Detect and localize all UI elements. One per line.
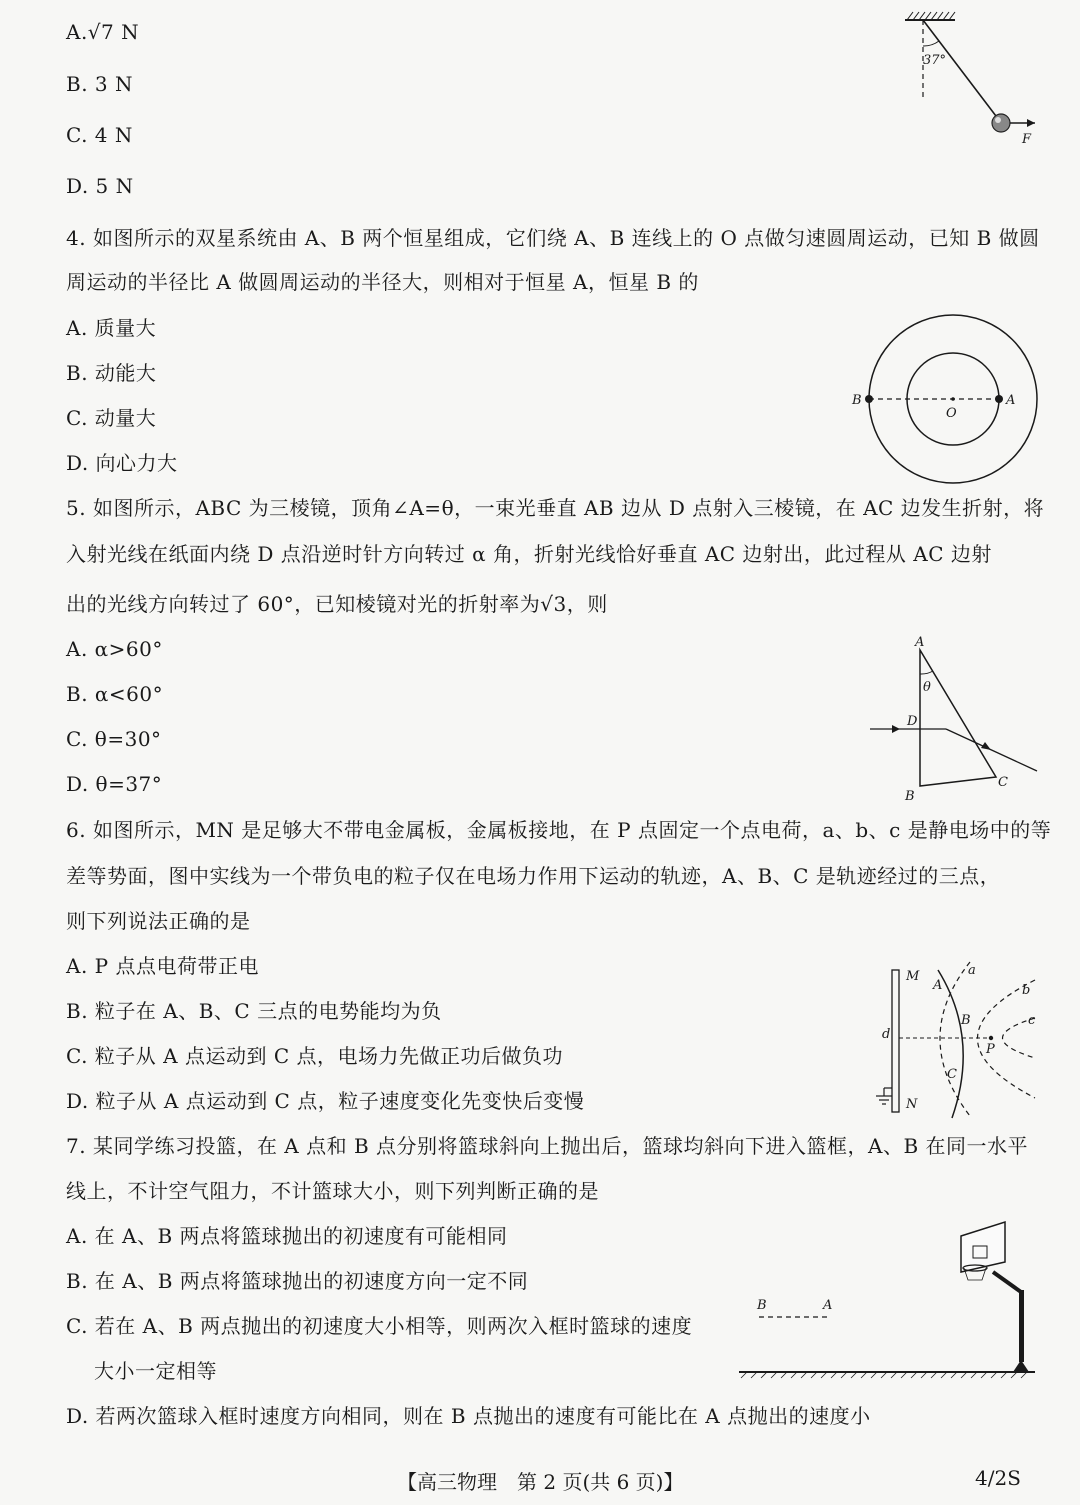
field-point-b-label: B	[961, 1013, 971, 1028]
q3-option-d: D. 5 N	[66, 174, 134, 198]
basketball-figure	[735, 1218, 1045, 1383]
q5-stem-line-3: 出的光线方向转过了 60°，已知棱镜对光的折射率为√3，则	[66, 592, 608, 616]
q3-option-b: B. 3 N	[66, 72, 133, 96]
q4-stem-line-1: 4. 如图所示的双星系统由 A、B 两个恒星组成，它们绕 A、B 连线上的 O 点做匀速圆周运动，已知 B 做圆	[66, 226, 1040, 250]
q6-option-c: C. 粒子从 A 点运动到 C 点，电场力先做正功后做负功	[66, 1044, 563, 1068]
q5-stem-line-1: 5. 如图所示，ABC 为三棱镜，顶角∠A=θ，一束光垂直 AB 边从 D 点射入三棱镜，在 AC 边发生折射，将	[66, 496, 1045, 520]
field-a-lower-label: a	[968, 963, 976, 978]
q7-option-a: A. 在 A、B 两点将篮球抛出的初速度有可能相同	[66, 1224, 508, 1248]
q6-option-b: B. 粒子在 A、B、C 三点的电势能均为负	[66, 999, 442, 1023]
field-figure	[870, 958, 1045, 1123]
q6-option-a: A. P 点点电荷带正电	[66, 954, 259, 978]
q4-stem-line-2: 周运动的半径比 A 做圆周运动的半径大，则相对于恒星 A，恒星 B 的	[66, 270, 699, 294]
q3-option-c: C. 4 N	[66, 123, 133, 147]
q5-option-d: D. θ=37°	[66, 772, 163, 796]
binary-star-a-label: A	[1006, 393, 1016, 408]
q7-option-d: D. 若两次篮球入框时速度方向相同，则在 B 点抛出的速度有可能比在 A 点抛出的速度小	[66, 1404, 871, 1428]
prism-figure	[865, 634, 1045, 809]
q4-option-c: C. 动量大	[66, 406, 157, 430]
binary-star-figure	[840, 315, 1045, 485]
q5-option-a: A. α>60°	[66, 637, 163, 661]
field-c-lower-label: c	[1028, 1013, 1036, 1028]
binary-star-b-label: B	[852, 393, 862, 408]
q4-option-a: A. 质量大	[66, 316, 157, 340]
field-point-c-label: C	[947, 1067, 957, 1082]
basketball-b-label: B	[757, 1298, 767, 1313]
field-m-label: M	[906, 969, 920, 984]
binary-star-o-label: O	[946, 406, 957, 421]
pendulum-figure	[895, 8, 1045, 158]
prism-d-label: D	[907, 714, 918, 729]
q5-option-b: B. α<60°	[66, 682, 164, 706]
q7-stem-line-1: 7. 某同学练习投篮，在 A 点和 B 点分别将篮球斜向上抛出后，篮球均斜向下进入篮框，A、B 在同一水平	[66, 1134, 1029, 1158]
prism-c-label: C	[998, 775, 1008, 790]
q5-option-c: C. θ=30°	[66, 727, 162, 751]
footer-code: 4/2S	[975, 1466, 1021, 1490]
q5-stem-line-2: 入射光线在纸面内绕 D 点沿逆时针方向转过 α 角，折射光线恰好垂直 AC 边射出，此过程从 AC 边射	[66, 542, 992, 566]
q6-stem-line-3: 则下列说法正确的是	[66, 909, 251, 933]
basketball-a-label: A	[823, 1298, 833, 1313]
q6-stem-line-1: 6. 如图所示，MN 是足够大不带电金属板，金属板接地，在 P 点固定一个点电荷，a、b、c 是静电场中的等	[66, 818, 1052, 842]
field-p-label: P	[986, 1042, 995, 1057]
q6-option-d: D. 粒子从 A 点运动到 C 点，粒子速度变化先变快后变慢	[66, 1089, 585, 1113]
prism-theta-label: θ	[923, 680, 931, 695]
field-b-lower-label: b	[1022, 983, 1031, 998]
q7-stem-line-2: 线上，不计空气阻力，不计篮球大小，则下列判断正确的是	[66, 1179, 599, 1203]
field-n-label: N	[906, 1097, 918, 1112]
field-d-label: d	[882, 1027, 891, 1042]
prism-a-label: A	[915, 635, 925, 650]
prism-b-label: B	[905, 789, 915, 804]
q6-stem-line-2: 差等势面，图中实线为一个带负电的粒子仅在电场力作用下运动的轨迹，A、B、C 是轨迹经过的三点，	[66, 864, 1001, 888]
q4-option-d: D. 向心力大	[66, 451, 178, 475]
q7-option-c-continued: 大小一定相等	[94, 1359, 217, 1383]
q7-option-c: C. 若在 A、B 两点抛出的初速度大小相等，则两次入框时篮球的速度	[66, 1314, 693, 1338]
q3-option-a: A.√7 N	[66, 20, 140, 44]
pendulum-angle-label: 37°	[923, 53, 947, 68]
q7-option-b: B. 在 A、B 两点将篮球抛出的初速度方向一定不同	[66, 1269, 529, 1293]
field-point-a-label: A	[933, 978, 943, 993]
footer-title: 【高三物理 第 2 页(共 6 页)】	[397, 1470, 684, 1494]
pendulum-force-label: F	[1022, 132, 1032, 147]
q4-option-b: B. 动能大	[66, 361, 157, 385]
